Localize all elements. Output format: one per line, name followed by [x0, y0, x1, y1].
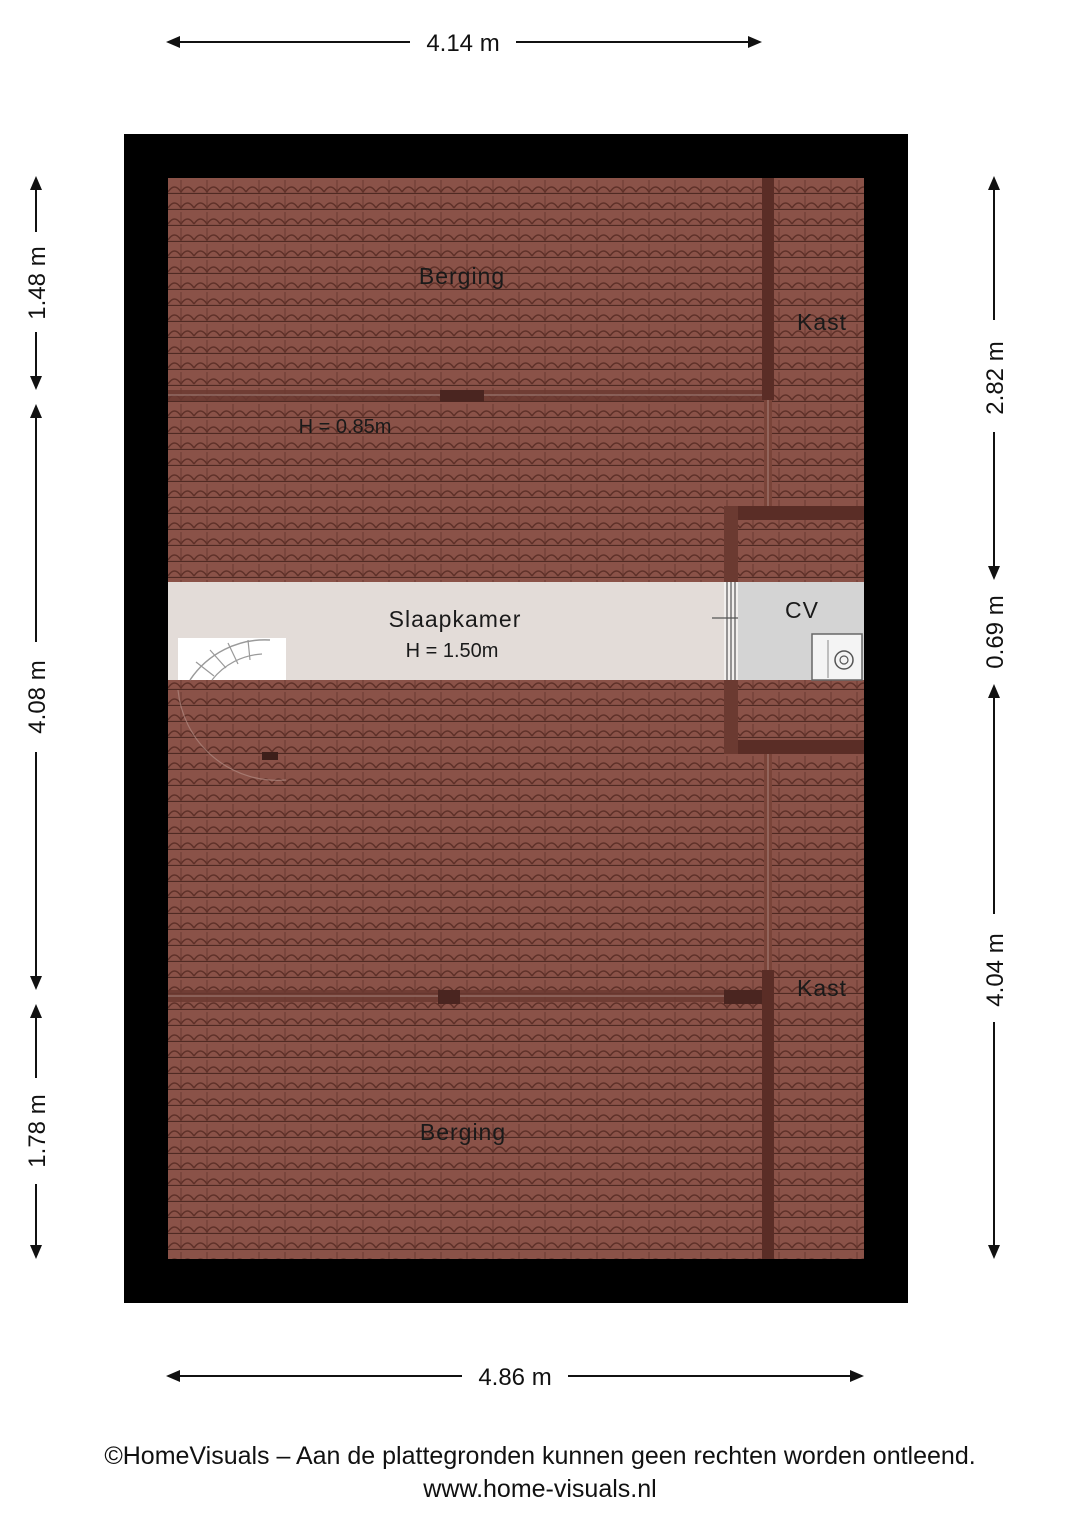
dimension-label-right-top: 2.82 m [982, 341, 1009, 415]
beam-bottom [438, 990, 460, 1004]
cv-wall-top [724, 506, 864, 520]
room-label-cv: CV [785, 597, 819, 623]
room-label-slaapkamer: Slaapkamer [388, 606, 522, 632]
room-label-berging-bottom: Berging [419, 1119, 507, 1145]
footer-disclaimer: ©HomeVisuals – Aan de plattegronden kunnen geen rechten worden ontleend. [104, 1442, 976, 1470]
boiler-icon [812, 634, 862, 680]
room-label-berging-top: Berging [418, 263, 506, 289]
dimension-label-right-bottom: 4.04 m [982, 933, 1009, 1007]
dimension-label-top: 4.14 m [426, 30, 500, 57]
dimension-label-left-top: 1.48 m [24, 246, 51, 320]
height-label-slaapkamer: H = 1.50m [405, 640, 499, 662]
footer-website: www.home-visuals.nl [423, 1475, 657, 1503]
room-label-kast-top: Kast [796, 309, 848, 335]
cv-wall-bottom [724, 740, 864, 754]
kast-wall-top [762, 178, 774, 400]
kast-wall-bottom [762, 970, 774, 1259]
dimension-label-right-middle: 0.69 m [982, 595, 1009, 669]
room-label-kast-bottom: Kast [796, 975, 848, 1001]
dimension-label-bottom: 4.86 m [478, 1364, 552, 1391]
roof-area [168, 178, 864, 1259]
height-label-top: H = 0.85m [298, 416, 392, 438]
beam-bottom-right [724, 990, 764, 1004]
dimension-label-left-middle: 4.08 m [24, 660, 51, 734]
beam-top [440, 390, 484, 402]
dimension-label-left-bottom: 1.78 m [24, 1094, 51, 1168]
